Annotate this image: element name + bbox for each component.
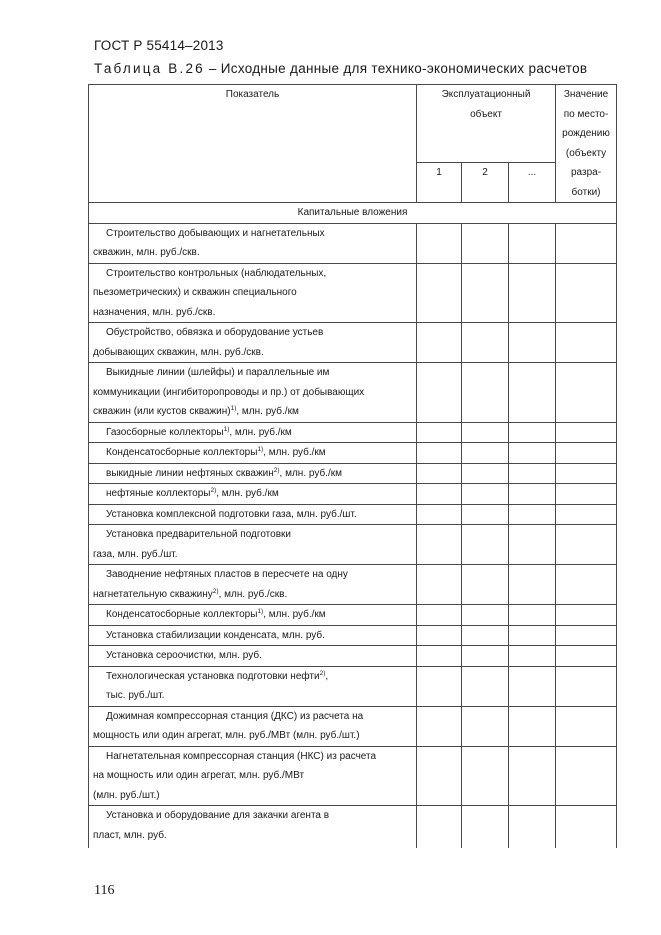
cell-1 <box>417 746 462 806</box>
cell-2 <box>462 666 509 706</box>
footnote-mark: 1) <box>223 425 230 433</box>
cell-1 <box>417 646 462 667</box>
cell-2 <box>462 605 509 626</box>
source-data-table <box>88 84 617 848</box>
cell-value <box>556 666 617 706</box>
footnote-mark: 1) <box>257 446 264 453</box>
cell-value <box>556 806 617 849</box>
table-row <box>89 525 617 565</box>
row-label <box>89 223 417 263</box>
cell-2 <box>462 525 509 565</box>
cell-2 <box>462 504 509 525</box>
row-line <box>93 667 416 687</box>
cell-2 <box>462 422 509 443</box>
cell-3 <box>509 463 556 484</box>
row-label <box>89 363 417 423</box>
cell-2 <box>462 565 509 605</box>
table-row <box>89 706 617 746</box>
cell-1 <box>417 363 462 423</box>
header-object <box>417 85 556 163</box>
cell-3 <box>509 646 556 667</box>
cell-value <box>556 263 617 323</box>
cell-value <box>556 363 617 423</box>
cell-3 <box>509 666 556 706</box>
table-row <box>89 323 617 363</box>
row-line: газа, млн. руб./шт. <box>93 548 178 560</box>
footnote-mark: 1) <box>257 608 264 615</box>
row-text: , млн. руб./км <box>229 426 292 438</box>
row-line: коммуникации (ингибиторопроводы и пр.) от добывающих <box>93 386 365 398</box>
cell-2 <box>462 223 509 263</box>
cell-1 <box>417 605 462 626</box>
cell-value <box>556 323 617 363</box>
header-object-line2: объект <box>470 108 502 120</box>
row-label <box>89 565 417 605</box>
table-row <box>89 666 617 706</box>
cell-2 <box>462 806 509 849</box>
cell-value <box>556 223 617 263</box>
header-value-line: по место- <box>563 108 609 120</box>
row-line <box>93 423 416 443</box>
table-row <box>89 746 617 806</box>
table-row <box>89 443 617 464</box>
row-label <box>89 706 417 746</box>
row-label <box>89 806 417 849</box>
cell-value <box>556 443 617 464</box>
cell-3 <box>509 422 556 443</box>
row-line <box>93 443 416 463</box>
cell-1 <box>417 323 462 363</box>
row-text: , млн. руб./км <box>263 609 326 620</box>
table-row <box>89 605 617 626</box>
row-line: Установка и оборудование для закачки агента в <box>106 810 330 821</box>
row-label <box>89 625 417 646</box>
header-value-line: Значение <box>563 89 609 100</box>
cell-1 <box>417 666 462 706</box>
cell-value <box>556 504 617 525</box>
row-line <box>93 585 416 605</box>
cell-value <box>556 422 617 443</box>
row-text: скважин (или кустов скважин) <box>93 406 231 417</box>
table-row <box>89 263 617 323</box>
cell-value <box>556 565 617 605</box>
row-label <box>89 646 417 667</box>
cell-value <box>556 646 617 667</box>
cell-value <box>556 625 617 646</box>
row-line: Нагнетательная компрессорная станция (НКС) из расчета <box>106 750 377 762</box>
cell-1 <box>417 625 462 646</box>
row-line <box>93 605 416 625</box>
cell-2 <box>462 323 509 363</box>
cell-3 <box>509 263 556 323</box>
row-line: Установка сероочистки, млн. руб. <box>106 650 262 661</box>
row-line <box>93 402 416 422</box>
cell-2 <box>462 706 509 746</box>
subheader-2: 2 <box>462 163 509 203</box>
cell-3 <box>509 605 556 626</box>
cell-2 <box>462 625 509 646</box>
header-value-line: разра- <box>571 167 602 178</box>
row-label <box>89 484 417 505</box>
footnote-mark: 2) <box>273 466 280 474</box>
row-label <box>89 525 417 565</box>
cell-1 <box>417 484 462 505</box>
row-label <box>89 666 417 706</box>
table-row <box>89 625 617 646</box>
cell-1 <box>417 565 462 605</box>
row-text: Конденсатосборные коллекторы <box>106 447 258 458</box>
cell-3 <box>509 323 556 363</box>
table-row <box>89 463 617 484</box>
row-label <box>89 504 417 525</box>
row-line: на мощность или один агрегат, млн. руб./МВт <box>93 770 305 781</box>
row-line: назначения, млн. руб./скв. <box>93 306 216 318</box>
row-text: Технологическая установка подготовки нефти <box>106 670 320 682</box>
cell-value <box>556 605 617 626</box>
cell-value <box>556 706 617 746</box>
cell-3 <box>509 806 556 849</box>
table-row <box>89 484 617 505</box>
row-line: Строительство добывающих и нагнетательных <box>106 227 325 239</box>
row-line: Обустройство, обвязка и оборудование устьев <box>106 327 324 338</box>
row-label <box>89 463 417 484</box>
header-indicator: Показатель <box>89 85 417 203</box>
table-row <box>89 223 617 263</box>
cell-2 <box>462 443 509 464</box>
row-line: Установка комплексной подготовки газа, млн. руб./шт. <box>106 508 357 520</box>
subheader-3: ... <box>509 163 556 203</box>
header-value-line: рождению <box>562 128 610 139</box>
row-text: Газосборные коллекторы <box>106 426 224 438</box>
header-object-line1: Эксплуатационный <box>441 89 531 100</box>
cell-value <box>556 525 617 565</box>
cell-3 <box>509 525 556 565</box>
row-line <box>93 464 416 484</box>
row-label <box>89 323 417 363</box>
row-label <box>89 746 417 806</box>
standard-number: ГОСТ Р 55414–2013 <box>94 38 224 53</box>
row-line: Установка предварительной подготовки <box>106 529 291 540</box>
row-text: , млн. руб./км <box>279 467 342 479</box>
row-text: выкидные линии нефтяных скважин <box>106 467 274 479</box>
row-line: тыс. руб./шт. <box>106 690 165 701</box>
cell-2 <box>462 363 509 423</box>
cell-2 <box>462 263 509 323</box>
row-line: Установка стабилизации конденсата, млн. руб. <box>106 629 325 641</box>
row-line: мощность или один агрегат, млн. руб./МВт (млн. руб./шт.) <box>93 730 360 741</box>
cell-3 <box>509 484 556 505</box>
cell-1 <box>417 422 462 443</box>
cell-value <box>556 463 617 484</box>
cell-3 <box>509 223 556 263</box>
cell-1 <box>417 263 462 323</box>
row-text: , <box>325 670 329 682</box>
table-row <box>89 422 617 443</box>
cell-1 <box>417 443 462 464</box>
cell-value <box>556 746 617 806</box>
table-row <box>89 646 617 667</box>
row-line: Выкидные линии (шлейфы) и параллельные им <box>106 367 330 378</box>
row-label <box>89 263 417 323</box>
row-line: пьезометрических) и скважин специального <box>93 287 297 298</box>
table-label: Таблица В.26 <box>94 61 205 76</box>
row-line: добывающих скважин, млн. руб./скв. <box>93 346 264 358</box>
row-text: Конденсатосборные коллекторы <box>106 609 258 620</box>
row-text: , млн. руб./км <box>216 488 279 499</box>
row-line: (млн. руб./шт.) <box>93 789 160 801</box>
cell-3 <box>509 706 556 746</box>
row-line <box>93 484 416 504</box>
table-row <box>89 565 617 605</box>
cell-1 <box>417 223 462 263</box>
footnote-mark: 2) <box>210 487 217 494</box>
row-label <box>89 605 417 626</box>
cell-2 <box>462 484 509 505</box>
row-text: , млн. руб./скв. <box>218 588 288 600</box>
cell-1 <box>417 806 462 849</box>
footnote-mark: 2) <box>319 669 326 677</box>
row-text: нефтяные коллекторы <box>106 488 211 499</box>
page-number: 116 <box>94 883 115 898</box>
cell-3 <box>509 565 556 605</box>
cell-value <box>556 484 617 505</box>
cell-3 <box>509 504 556 525</box>
cell-1 <box>417 525 462 565</box>
section-row: Капитальные вложения <box>89 203 617 224</box>
cell-1 <box>417 504 462 525</box>
cell-2 <box>462 746 509 806</box>
row-line: Дожимная компрессорная станция (ДКС) из расчета на <box>106 710 364 722</box>
row-line: скважин, млн. руб./скв. <box>93 247 200 258</box>
row-text: , млн. руб./км <box>263 447 326 458</box>
table-row <box>89 363 617 423</box>
row-line: пласт, млн. руб. <box>93 829 167 841</box>
cell-3 <box>509 363 556 423</box>
table-title: – Исходные данные для технико-экономических расчетов <box>204 61 588 76</box>
row-line: Заводнение нефтяных пластов в пересчете на одну <box>106 569 348 580</box>
subheader-1: 1 <box>417 163 462 203</box>
cell-3 <box>509 746 556 806</box>
row-label <box>89 443 417 464</box>
cell-2 <box>462 646 509 667</box>
cell-1 <box>417 463 462 484</box>
footnote-mark: 1) <box>230 405 237 412</box>
table-caption <box>94 61 587 76</box>
cell-1 <box>417 706 462 746</box>
table-row <box>89 806 617 849</box>
cell-3 <box>509 625 556 646</box>
row-text: нагнетательную скважину <box>93 588 213 600</box>
cell-2 <box>462 463 509 484</box>
row-line: Строительство контрольных (наблюдательных, <box>106 267 327 279</box>
cell-3 <box>509 443 556 464</box>
header-value-line: (объекту <box>565 147 607 159</box>
table-row <box>89 504 617 525</box>
header-value <box>556 85 617 203</box>
header-value-line: ботки) <box>571 186 601 198</box>
row-text: , млн. руб./км <box>236 406 299 417</box>
footnote-mark: 2) <box>212 587 219 595</box>
row-label <box>89 422 417 443</box>
